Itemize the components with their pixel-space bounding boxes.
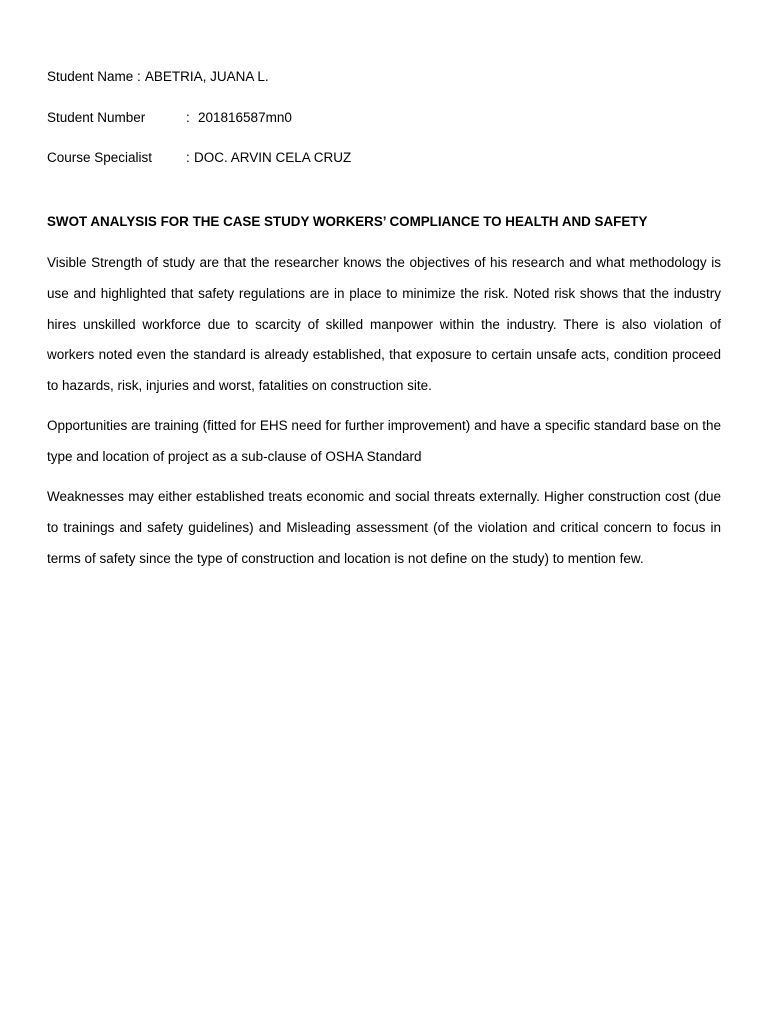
course-specialist-value: DOC. ARVIN CELA CRUZ — [194, 150, 352, 165]
student-number-label: Student Number — [47, 110, 146, 125]
student-number-line — [47, 110, 292, 126]
course-specialist-line — [47, 150, 351, 166]
course-specialist-label: Course Specialist — [47, 150, 153, 165]
student-number-colon: : — [186, 110, 190, 125]
student-name-line — [47, 69, 269, 85]
paragraph-strengths: Visible Strength of study are that the researcher knows the objectives of his research and what methodology is use and highlighted that safety regulations are in place to minimize the risk. Noted risk shows that the industry hires unskilled workforce due to scarcity of skilled manpower within the industry. There is also violation of workers noted even the standard is already established, that exposure to certain unsafe acts, condition proceed to hazards, risk, injuries and worst, fatalities on construction site. — [47, 255, 721, 394]
course-specialist-colon: : — [186, 150, 190, 165]
document-heading: SWOT ANALYSIS FOR THE CASE STUDY WORKERS’ COMPLIANCE TO HEALTH AND SAFETY — [47, 214, 648, 229]
student-name-value: ABETRIA, JUANA L. — [144, 69, 269, 84]
student-name-label: Student Name : — [47, 69, 141, 84]
paragraph-opportunities: Opportunities are training (fitted for EHS need for further improvement) and have a specific standard base on the type and location of project as a sub-clause of OSHA Standard — [47, 418, 721, 464]
paragraph-weaknesses: Weaknesses may either established treats economic and social threats externally. Higher construction cost (due to trainings and safety guidelines) and Misleading assessment (of the violation and critical concern to focus in terms of safety since the type of construction and location is not define on the study) to mention few. — [47, 489, 721, 566]
student-number-value: 201816587mn0 — [198, 110, 292, 125]
